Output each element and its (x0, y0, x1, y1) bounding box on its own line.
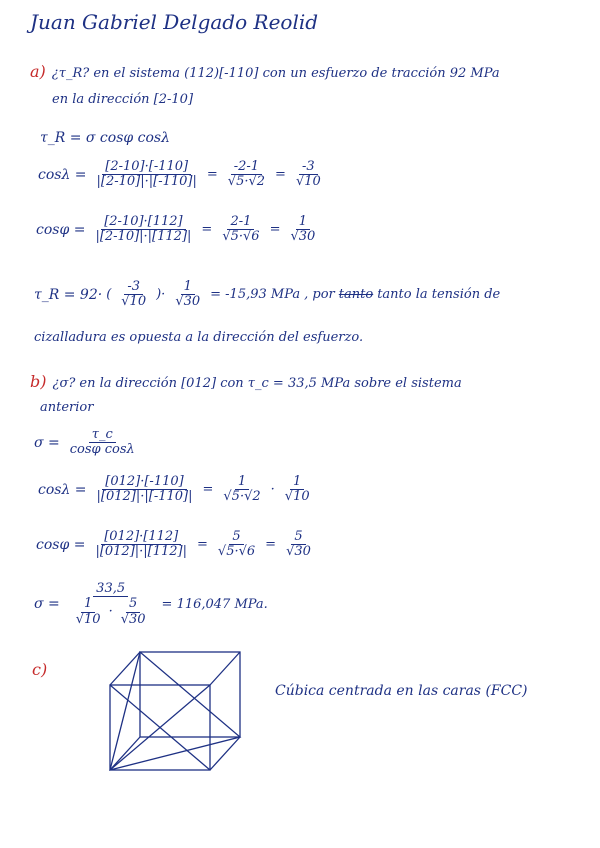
part-a-result: τ_R = 92· ( $\frac{-3}{√10}$ )· $\frac{1}{√30}$ = -15,93 MPa , por tanto tanto la tensión de (34, 279, 501, 310)
part-a-question (30, 62, 500, 81)
part-a-cos-lambda: cosλ = $\frac{[2-10]\cdot[-110]}{|[2-10]|\cdot|[-110]|}$ = $\frac{-2-1}{√5\cdot√2}$ = $\frac{-3}{√10}$ (38, 159, 321, 190)
fcc-cube-sketch (100, 640, 260, 780)
part-a-formula: τ_R = σ cosφ cosλ (40, 130, 170, 146)
part-b-label: b) (30, 372, 47, 391)
part-a-comment: cizalladura es opuesta a la dirección del esfuerzo. (34, 330, 364, 345)
part-b-cos-phi: cosφ = $\frac{[012]\cdot[112]}{|[012]|\cdot|[112]|}$ = $\frac{5}{√5\cdot√6}$ = $\frac{5}{√30}$ (36, 529, 311, 560)
part-b-sigma: σ = 33,5 $\frac{1}{√10}$ · $\frac{5}{√30}$ = 116,047 MPa. (34, 581, 268, 627)
struck-word: tanto (338, 287, 374, 303)
part-a-question-cont: en la dirección [2-10] (52, 92, 194, 107)
author-name: Juan Gabriel Delgado Reolid (30, 10, 319, 34)
slip-plane-triangle (110, 652, 240, 770)
part-b-formula: σ = $\frac{\tau\_c}{\text{cosφ cosλ}}$ (34, 427, 135, 458)
part-b-question (30, 372, 462, 391)
part-b-cos-lambda: cosλ = $\frac{[012]\cdot[-110]}{|[012]|\cdot|[-110]|}$ = $\frac{1}{√5\cdot√2}$ · $\frac{1}{√10}$ (38, 474, 310, 505)
part-b-question-cont: anterior (40, 400, 94, 415)
part-b-question-text: ¿σ? en la dirección [012] con τ_c = 33,5 MPa sobre el sistema (52, 376, 462, 391)
part-c-answer: Cúbica centrada en las caras (FCC) (275, 683, 528, 699)
part-a-label: a) (30, 62, 46, 81)
part-a-question-text: ¿τ_R? en el sistema (112)[-110] con un esfuerzo de tracción 92 MPa (51, 66, 500, 81)
part-a-cos-phi: cosφ = $\frac{[2-10]\cdot[112]}{|[2-10]|\cdot|[112]|}$ = $\frac{2-1}{√5\cdot√6}$ = $\frac{1}{√30}$ (36, 214, 316, 245)
part-c-label: c) (32, 660, 48, 679)
